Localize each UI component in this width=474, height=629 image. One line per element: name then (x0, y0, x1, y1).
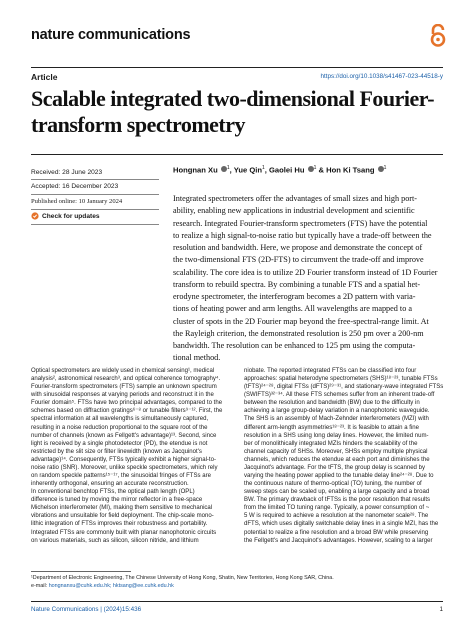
body-text-line: light is received by a single photodetector (PD), the etendue is not (31, 440, 208, 447)
author-list: Hongnan Xu $^1$, Yue Qin$^1$, Gaolei Hu $^1$ & Hon Ki Tsang $^1$ (173, 165, 387, 175)
body-text-line: channel capacity of SHSs. Moreover, SHSs employ multiple physical (244, 448, 428, 455)
body-text-line: Optical spectrometers are widely used in chemical sensing¹, medical (31, 368, 215, 374)
abstract-line: bandwidth. The resolution can be enhanced to 125 pm using the computa- (173, 341, 416, 350)
affiliation-marker: 1 (226, 165, 230, 171)
footer-rule (31, 601, 443, 602)
body-text-line: spectral information at all wavelengths is simultaneously captured, (31, 416, 209, 423)
body-text-line: Fourier domain⁵. FTSs have two principal advantages, compared to the (31, 400, 223, 407)
body-text-line: number of channels (known as Fellgett's advantage)¹³. Second, since (31, 432, 217, 439)
body-text-line: vibrations and unsuitable for field deployment. The chip-scale mono- (31, 513, 214, 520)
body-text-line: 5 W is required to achieve a resolution at the nanometer scale²⁸. The (244, 513, 429, 520)
journal-name[interactable]: nature communications (31, 27, 191, 43)
body-text-line: Jacquinot's advantage. For the tFTS, the group delay is scanned by (244, 464, 425, 471)
email-prefix: e-mail: (31, 583, 49, 589)
body-text-line: advantage)¹⁴. Consequently, FTSs typically exhibit a higher signal-to- (31, 456, 216, 463)
abstract-line: ability, enabling new applications in industrial development and scientific (173, 206, 415, 216)
abstract (173, 193, 445, 365)
abstract-line: transform to rebuild spectra. By combining a tunable FTS and a spatial het- (173, 279, 421, 289)
check-updates-button[interactable] (31, 212, 100, 220)
article-type: Article (31, 72, 58, 82)
body-text-line: difference is tuned by moving the mirror reflector in a free-space (31, 497, 203, 504)
body-text-line: schemes based on diffraction gratings⁶⁻⁸ or tunable filters⁹⁻¹². First, the (31, 408, 223, 415)
body-text-line: on various materials, such as silicon, silicon nitride, and lithium (31, 537, 199, 544)
check-updates-label: Check for updates (42, 212, 100, 220)
affiliation-marker: 1 (262, 165, 265, 171)
body-text-line: In conventional benchtop FTSs, the optical path length (OPL) (31, 489, 195, 496)
accepted-date: Accepted: 16 December 2023 (31, 183, 119, 190)
body-text-line: ber of monolithically integrated MZIs hinders the scalability of the (244, 440, 418, 447)
body-text-line: dFTS, which uses digitally switchable delay lines in a single MZI, has the (244, 521, 439, 528)
body-text-line: Michelson interferometer (MI), making them sensitive to mechanical (31, 505, 213, 512)
email-link[interactable]: hongnanxu@cuhk.edu.hk; hktsang@ee.cuhk.edu.hk (48, 583, 174, 589)
body-text-line: approaches: spatial heterodyne spectrometers (SHS)¹⁸⁻²³, tunable FTSs (244, 376, 438, 383)
body-text-line: from the limited TO tuning range. Typically, a power consumption of ~ (244, 505, 430, 512)
body-text-line: (tFTS)²⁴⁻²⁸, digital FTSs (dFTS)²⁹⁻³¹, and stationary-wave integrated FTSs (244, 384, 444, 391)
body-text-line: different arm-length asymmetries¹⁸⁻²³. It is feasible to attain a fine (244, 424, 420, 431)
body-column-left (31, 367, 236, 545)
body-text-line: sweep steps can be scaled up, enabling a large capacity and a broad (244, 489, 430, 496)
affiliation-footnote: ¹Department of Electronic Engineering, The Chinese University of Hong Kong, Shatin, New Territories, Hong Kong SAR, China. (31, 575, 334, 581)
body-text-line: restricted by the slit size or filter linewidth (known as Jacquinot's (31, 448, 202, 455)
body-text-line: lithic integration of FTSs improves their robustness and portability. (31, 521, 208, 528)
body-text-line: varying the heating power applied to the tunable delay line²⁴⁻²⁸. Due to (244, 473, 434, 480)
abstract-line: the two-dimensional FTS (2D-FTS) to circumvent the trade-off and improve (173, 255, 424, 265)
affiliation-marker: 1 (313, 165, 317, 171)
abstract-line: research. Integrated Fourier-transform spectrometers (FTS) have the potential (173, 218, 428, 228)
body-text-line: The SHS is an assembly of Mach-Zehnder interferometers (MZI) with (244, 416, 429, 423)
body-text-line: the Fellgett's and Jacquinot's advantages. However, scaling to a larger (244, 537, 433, 544)
author-name[interactable]: Hongnan Xu (173, 165, 218, 175)
body-text-line: potential to realize a fine resolution and a broad BW while preserving (244, 529, 429, 536)
body-text-line: the continuous nature of thermo-optical (TO) tuning, the number of (244, 481, 422, 488)
author-name[interactable]: Yue Qin (233, 165, 262, 175)
body-text-line: on random speckle patterns¹⁵⁻¹⁷, the sinusoidal fringes of FTSs are (31, 473, 211, 480)
footnote-rule (31, 571, 131, 572)
abstract-line: to realize a high signal-to-noise ratio but typically have a trade-off between the (173, 230, 432, 240)
body-column-right (244, 367, 449, 545)
body-text-line: noise ratio (SNR). Moreover, unlike speckle spectrometers, which rely (31, 464, 218, 471)
body-text-line: analysis², astronomical research³, and optical coherence tomography⁴. (31, 376, 221, 383)
citation-link[interactable]: Nature Communications | (2024)15:436 (31, 606, 142, 613)
affiliation-marker: 1 (383, 165, 387, 171)
email-footnote (31, 583, 174, 589)
abstract-line: cluster of spots in the 2D Fourier map beyond the free-spectral-range limit. At (173, 316, 429, 326)
body-text-line: Fourier-transform spectrometers (FTS) sample an unknown spectrum (31, 384, 217, 391)
meta-divider (31, 224, 159, 225)
abstract-line: scalability. The core idea is to utilize 2D Fourier transform instead of 1D Fourier (173, 267, 438, 277)
abstract-line: the Rayleigh criterion, the demonstrated resolution is 250 pm over a 200-nm (173, 328, 424, 338)
check-updates-icon (31, 212, 39, 220)
abstract-line: resolution and bandwidth. Here, we propose and demonstrate the concept of (173, 243, 423, 252)
article-title (31, 86, 451, 138)
body-text-line: resulting in a noise reduction proportional to the square root of the (31, 424, 208, 431)
title-line-2: transform spectrometry (31, 112, 246, 137)
meta-divider (31, 194, 159, 195)
body-text-line: between the resolution and bandwidth (BW) due to the difficulty in (244, 400, 420, 407)
doi-link[interactable]: https://doi.org/10.1038/s41467-023-44518-y (320, 73, 443, 80)
body-text-line: BW. The primary drawback of tFTSs is the poor resolution that results (244, 497, 431, 504)
body-text-line: Integrated FTSs are commonly built with planar nanophotonic circuits (31, 529, 217, 536)
header-rule (31, 67, 443, 68)
title-rule (31, 154, 443, 155)
title-line-1: Scalable integrated two-dimensional Fourier- (31, 86, 435, 111)
author-name[interactable]: Hon Ki Tsang (326, 165, 375, 175)
body-text-line: niobate. The reported integrated FTSs can be classified into four (244, 368, 417, 374)
page-number: 1 (439, 606, 443, 613)
meta-divider (31, 209, 159, 210)
abstract-line: erodyne spectrometer, the interferogram becomes a 2D pattern with varia- (173, 292, 416, 301)
body-text-line: channels, which reduces the etendue at each port and diminishes the (244, 456, 430, 463)
author-name[interactable]: Gaolei Hu (269, 165, 305, 175)
abstract-line: Integrated spectrometers offer the advantages of small sizes and high port- (173, 194, 418, 203)
body-text-line: achieving a large group-delay variation in a nanophotonic waveguide. (244, 408, 430, 415)
abstract-line: tional method. (173, 353, 221, 363)
open-access-icon (430, 24, 446, 48)
meta-divider (31, 179, 159, 180)
body-text-line: resolution in a SHS using long delay lines. However, the limited num- (244, 432, 429, 439)
body-text-line: (SWIFTS)³²⁻³⁴. All these FTS schemes suffer from an inherent trade-off (244, 392, 435, 399)
body-text-line: inherently orthogonal, ensuring an accurate reconstruction. (31, 481, 189, 488)
abstract-line: tions of heating power and arm lengths. All wavelengths are mapped to a (173, 304, 412, 314)
received-date: Received: 28 June 2023 (31, 169, 103, 176)
body-text-line: with sinusoidal responses at varying periods and reconstruct it in the (31, 392, 214, 399)
published-date: Published online: 10 January 2024 (31, 198, 123, 205)
